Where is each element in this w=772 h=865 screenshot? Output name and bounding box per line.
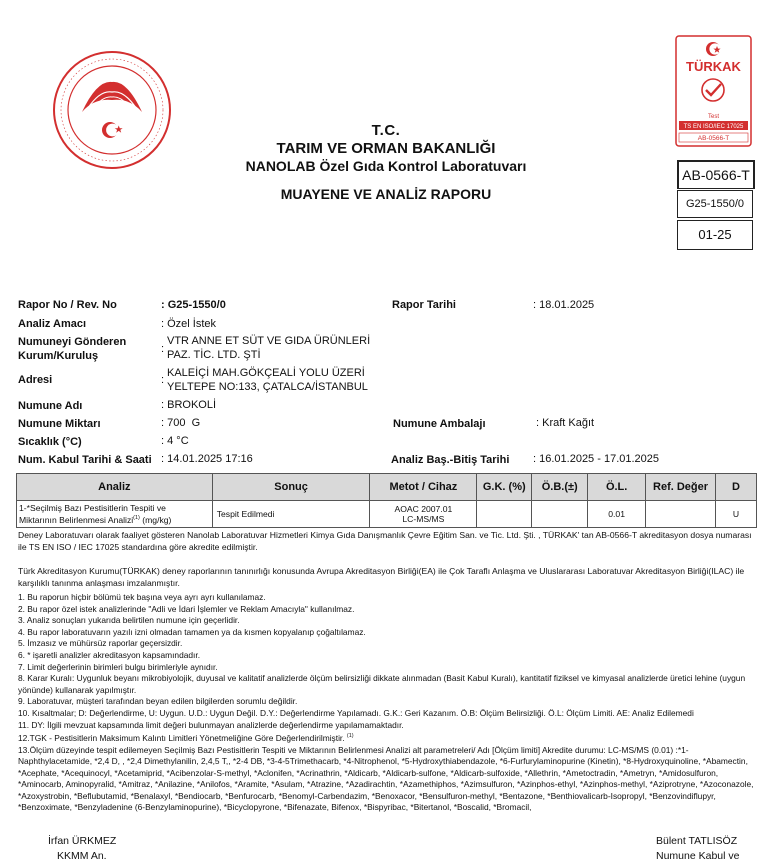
col-ref: Ref. Değer — [646, 474, 716, 501]
header-tc: T.C. — [371, 122, 401, 139]
left-signature-name: İrfan ÜRKMEZ — [48, 835, 117, 847]
note-12 — [18, 731, 760, 744]
report-date-value: : 18.01.2025 — [533, 299, 595, 311]
cell-d: U — [716, 501, 757, 528]
note-7: 7. Limit değerlerinin birimleri bulgu birimleriyle aynıdır. — [18, 661, 218, 672]
cell-ref — [646, 501, 716, 528]
sender-label-1: Numuneyi Gönderen — [18, 336, 127, 348]
turkak-test-label: Test — [707, 114, 720, 120]
recognition-paragraph: Türk Akreditasyon Kurumu(TÜRKAK) deney raporlarının tanınırlığı konusunda Avrupa Akreditasyon Birliği(EA) ile Çok Taraflı Anlaşma ve Uluslararası Laboratuvar Akreditasyon Birliği(ILAC) ile karşılıklı tanınma anlaşması imzalanmıştır. — [18, 566, 745, 588]
temp-text: 4 °C — [167, 435, 189, 447]
note-3: 3. Analiz sonuçları yukarıda belirtilen numune için geçerlidir. — [18, 615, 240, 626]
address-colon: : — [161, 374, 165, 386]
purpose-text: Özel İstek — [167, 318, 217, 330]
temp-label: Sıcaklık (°C) — [18, 436, 82, 448]
package-value: : Kraft Kağıt — [536, 417, 595, 429]
note-1: 1. Bu raporun hiçbir bölümü tek başına veya ayrı ayrı kullanılamaz. — [18, 592, 266, 602]
analiz-line-2-text: Miktarının Belirlenmesi Analizi — [19, 514, 134, 525]
address-line-1: KALEİÇİ MAH.GÖKÇEALİ YOLU ÜZERİ — [167, 367, 365, 379]
file-number-box: G25-1550/0 — [677, 190, 753, 218]
issue-box: 01-25 — [677, 220, 753, 250]
cell-gk — [477, 501, 532, 528]
turkak-accreditation-logo — [675, 35, 752, 147]
amount-text: 700 G — [167, 417, 201, 429]
temp-value: : 4 °C — [161, 435, 189, 447]
sample-name-text: BROKOLİ — [167, 399, 217, 411]
col-d: D — [716, 474, 757, 501]
analysis-dates-text: 16.01.2025 - 17.01.2025 — [539, 453, 660, 465]
analiz-sup: (1) — [133, 515, 140, 522]
notes-list — [18, 592, 760, 814]
cell-sonuc: Tespit Edilmedi — [212, 501, 370, 528]
right-signature-title: Numune Kabul ve — [656, 850, 740, 862]
sample-name-label: Numune Adı — [18, 400, 83, 412]
report-date-label: Rapor Tarihi — [392, 299, 456, 311]
analiz-line-1: 1-*Seçilmiş Bazı Pestisitlerin Tespiti ve — [19, 502, 166, 513]
address-label: Adresi — [18, 374, 53, 386]
report-date-text: 18.01.2025 — [539, 299, 595, 311]
accept-label: Num. Kabul Tarihi & Saati — [18, 454, 152, 466]
analysis-dates-value: : 16.01.2025 - 17.01.2025 — [533, 453, 660, 465]
table-header-row — [17, 474, 757, 501]
accept-text: 14.01.2025 17:16 — [167, 453, 253, 465]
header-ministry: TARIM VE ORMAN BAKANLIĞI — [276, 140, 496, 157]
note-2: 2. Bu rapor özel istek analizlerinde "Adli ve İdari İşlemler ve Reklam Amacıyla" kullanılmaz. — [18, 603, 355, 614]
note-11: 11. DY: İlgili mevzuat kapsamında limit değeri bulunmayan analizlerde değerlendirme yapılamamaktadır. — [18, 719, 404, 730]
note-12-sup: (1) — [346, 733, 354, 740]
note-8: 8. Karar Kuralı: Uygunluk beyanı mikrobiyolojik, duyusal ve kalitatif analizlerde ölçüm belirsizliği dikkate alınmadan (Basit Kabul Kuralı), kantitatif fiziksel ve kimyasal analizlerde üretici lehine (uygun yönünde) kullanarak yapılmıştır. — [18, 673, 746, 695]
cell-ob — [532, 501, 588, 528]
note-10: 10. Kısaltmalar; D: Değerlendirme, U: Uygun. U.D.: Uygun Değil. D.Y.: Değerlendirme Yapılamadı. G.K.: Geri Kazanım. Ö.B: Ölçüm Belirsizliği. Ö.L: Ölçüm Limiti. AE: Analiz Edilemedi — [18, 707, 694, 718]
amount-value: : 700 G — [161, 417, 201, 429]
package-label: Numune Ambalajı — [393, 418, 486, 430]
report-title: MUAYENE VE ANALİZ RAPORU — [280, 186, 492, 202]
analiz-unit: (mg/kg) — [139, 514, 172, 525]
cell-analiz — [17, 501, 213, 528]
results-table — [16, 473, 757, 528]
report-no-label: Rapor No / Rev. No — [18, 299, 117, 311]
note-13: 13.Ölçüm düzeyinde tespit edilemeyen Seçilmiş Bazı Pestisitlerin Tespiti ve Miktarının Belirlenmesi Analizi alt parametreleri/ Adı [Ölçüm limiti] Akredite durumu: LC-MS/MS (0.01) :*1-Naphthylacetamide, *2,4 D, , *2,4 Dimethylanilin, 2,4,5 T,, *2-4 DB, *3-4-5Trimethacarb, *4-Nitrophenol, *5-Hydroxythiabendazole, *6-Furfurylaminopurine (Kinetin), *8-Hydroxyquinoline, *Abamectin, *Acephate, *Acequinocyl, *Acetamiprid, *Acibenzolar-S-methyl, *Aclonifen, *Acrinathrin, *Aldicarb, *Aldicarb-sulfone, *Aldicarb-sulfoxide, *Allethrin, *Ametoctradin, *Ametryn, *Amidosulfuron, *Aminocarb, Aminopyralid, *Amitraz, *Anilazine, *Anilofos, *Aramite, *Asulam, *Atrazine, *Azadirachtin, *Azamethiphos, *Azimsulfuron, *Azinphos-ethyl, *Azinphos-methyl, *Aziprotryne, *Azoconazole, *Azoxystrobin, *Beflubutamid, *Benalaxyl, *Bendiocarb, *Benfurocarb, *Benomyl-Carbendazim, *Benoxacor, *Bensulfuron-methyl, *Bentazone, *Benthiovalicarb-Isopropyl, *Benzovindiflupyr, *Benzoximate, *Benzyladenine (6-Benzylaminopurine), *Bicyclopyrone, *Bifenazate, Bifenox, *Bispyribac, *Bitertanol, *Boscalid, *Bromacil, — [18, 744, 754, 813]
note-5: 5. İmzasız ve mühürsüz raporlar geçersizdir. — [18, 638, 183, 649]
col-gk: G.K. (%) — [477, 474, 532, 501]
purpose-label: Analiz Amacı — [18, 318, 87, 330]
analiz-line-2 — [19, 513, 210, 525]
header-lab-name: NANOLAB Özel Gıda Kontrol Laboratuvarı — [245, 158, 527, 174]
note-9: 9. Laboratuvar, müşteri tarafından beyan edilen bilgilerden sorumlu değildir. — [18, 696, 298, 707]
sample-name-value: : BROKOLİ — [161, 399, 217, 411]
cell-ol: 0.01 — [588, 501, 646, 528]
sender-line-1: VTR ANNE ET SÜT VE GIDA ÜRÜNLERİ — [167, 335, 371, 347]
note-6: 6. * işaretli analizler akreditasyon kapsamındadır. — [18, 649, 201, 660]
cell-metot — [370, 501, 477, 528]
table-row — [17, 501, 757, 528]
metot-line-2: LC-MS/MS — [402, 514, 445, 524]
turkak-code-small: AB-0566-T — [697, 135, 730, 142]
accept-value: : 14.01.2025 17:16 — [161, 453, 253, 465]
turkak-logo-text: TÜRKAK — [686, 59, 741, 74]
col-ol: Ö.L. — [588, 474, 646, 501]
accreditation-code-box: AB-0566-T — [677, 160, 755, 189]
report-no-text: G25-1550/0 — [167, 299, 226, 311]
col-metot: Metot / Cihaz — [370, 474, 477, 501]
metot-line-1: AOAC 2007.01 — [394, 503, 453, 514]
note-12-text: 12.TGK - Pestisitlerin Maksimum Kalıntı Limitleri Yönetmeliğine Göre Değerlendirilmiştir. — [18, 732, 345, 743]
address-line-2: YELTEPE NO:133, ÇATALCA/İSTANBUL — [167, 381, 368, 393]
package-text: Kraft Kağıt — [542, 417, 595, 429]
analysis-dates-label: Analiz Baş.-Bitiş Tarihi — [391, 454, 510, 466]
report-no-value: : G25-1550/0 — [161, 299, 226, 311]
sender-line-2: PAZ. TİC. LTD. ŞTİ — [167, 349, 261, 361]
note-4: 4. Bu rapor laboratuvarın yazılı izni olmadan tamamen ya da kısmen kopyalanıp çoğaltılamaz. — [18, 626, 366, 637]
col-sonuc: Sonuç — [212, 474, 370, 501]
turkak-standard: TS EN ISO/IEC 17025 — [683, 124, 744, 130]
sender-colon: : — [161, 343, 165, 355]
sender-label-2: Kurum/Kuruluş — [18, 350, 99, 362]
right-signature-name: Bülent TATLISÖZ — [656, 835, 738, 847]
accreditation-paragraph: Deney Laboratuvarı olarak faaliyet gösteren Nanolab Laboratuvar Hizmetleri Kimya Gıda Danışmanlık Çevre Eğitim San. ve Tic. Ltd. Şti. , TÜRKAK' tan AB-0566-T akreditasyon dosya numarası ile TS EN ISO / IEC 17025 standardına göre akredite edilmiştir. — [18, 530, 752, 552]
col-ob: Ö.B.(±) — [532, 474, 588, 501]
purpose-value: : Özel İstek — [161, 318, 217, 330]
amount-label: Numune Miktarı — [18, 418, 101, 430]
col-analiz: Analiz — [17, 474, 213, 501]
left-signature-title: KKMM An. — [57, 850, 107, 862]
